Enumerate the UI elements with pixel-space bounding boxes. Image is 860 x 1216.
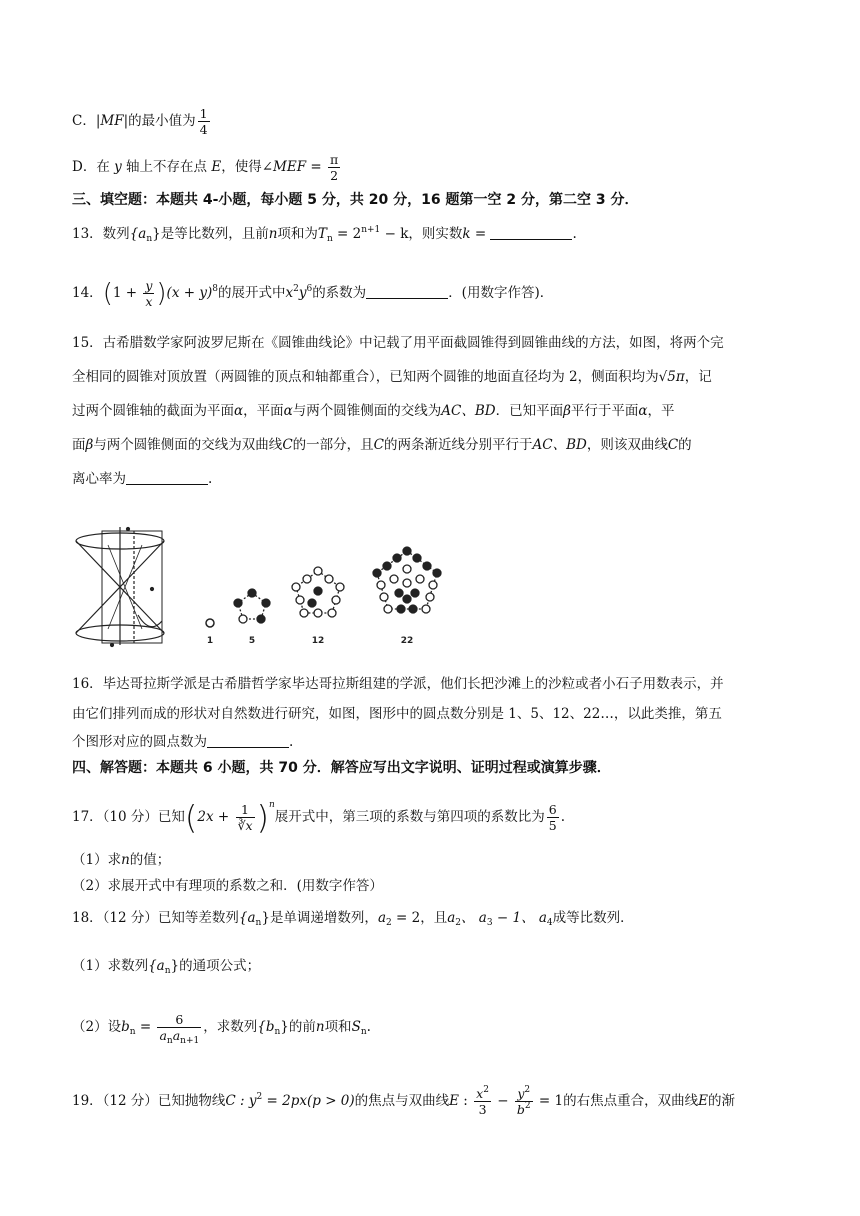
option-c: C．|MF|的最小值为 $\frac{1}{4}$: [72, 106, 208, 137]
fraction-y-over-x: $\frac{y}{x}$: [145, 278, 153, 309]
question-16-line3: 个图形对应的圆点数为 .: [72, 734, 294, 750]
answer-blank-16[interactable]: [207, 733, 289, 748]
question-17: 17．（10 分）已知(2x + $\frac{1}{∛x}$ )$^n$展开式中，第三项的系数与第四项的系数比为 $\frac{6}{5}$ .: [72, 798, 566, 837]
figure-label-1: 1: [206, 636, 214, 646]
figure-label-22: 22: [400, 636, 414, 646]
question-16-line1: 16．毕达哥拉斯学派是古希腊哲学家毕达哥拉斯组建的学派，他们长把沙滩上的沙粒或者小石子用数表示，并: [72, 676, 724, 692]
pentagonal-figure-22: [373, 547, 441, 613]
question-15: 15．古希腊数学家阿波罗尼斯在《圆锥曲线论》中记载了用平面截圆锥得到圆锥曲线的方法，如图，将两个完 全相同的圆锥对顶放置（两圆锥的顶点和轴都重合），已知两个圆锥的地面直径均为 2，侧面积均为√5π，记 过两个圆锥轴的截面为平面α，平面α与两个圆锥侧面的交线为AC、BD．已知平面β平行于平面α，平 面β与两个圆锥侧面的交线为双曲线C的一部分，且C的两条渐近线分别平行于AC、BD，则该双曲线C的 离心率为 .: [72, 335, 724, 487]
question-19: 19．（12 分）已知抛物线C : $y^2 = 2px(p > 0)$的焦点与双曲线E : $\frac{x^2}{3}$ − $\frac{y^2}{b^2}$ = 1的右焦点重合，双曲线E的渐: [72, 1085, 735, 1117]
figure-label-5: 5: [248, 636, 256, 646]
option-d: D．在 y 轴上不存在点 E，使得∠MEF = $\frac{\pi}{2}$: [72, 152, 339, 183]
section-3-heading: 三、填空题：本题共 4-小题，每小题 5 分，共 20 分，16 题第一空 2 分，第二空 3 分．: [72, 192, 639, 208]
answer-blank-13[interactable]: [490, 225, 572, 240]
question-16-line2: 由它们排列而成的形状对自然数进行研究，如图，图形中的圆点数分别是 1、5、12、22…，以此类推，第五: [72, 706, 722, 722]
pentagonal-figure-1: [206, 619, 214, 627]
figure-label-12: 12: [311, 636, 325, 646]
fraction-y2-over-b2: $\frac{y^2}{b^2}$: [516, 1085, 531, 1117]
question-17-part1: （1）求n的值；: [72, 852, 171, 868]
question-17-part2: （2）求展开式中有理项的系数之和．(用数字作答）: [72, 878, 383, 894]
question-18-part2: （2）设$b_n$ = $\frac{6}{a_na_{n+1}}$ ，求数列$\{b_n\}$的前n项和$S_n$.: [72, 1012, 371, 1046]
fraction-pi-half: $\frac{\pi}{2}$: [329, 152, 339, 183]
question-18-part1: （1）求数列$\{a_n\}$的通项公式；: [72, 958, 261, 976]
pentagonal-figure-5: [234, 589, 270, 623]
fraction-six-fifths: $\frac{6}{5}$: [548, 802, 557, 833]
question-13: 13．数列$\{a_n\}$是等比数列，且前n项和为$T_n = 2^{n+1} - k$，则实数k = .: [72, 225, 577, 244]
answer-blank-15[interactable]: [126, 470, 208, 485]
fraction-one-over-cuberoot-x: $\frac{1}{∛x}$: [237, 802, 253, 833]
pentagonal-figure-12: [292, 567, 344, 617]
fraction-six-over-anan1: $\frac{6}{a_na_{n+1}}$: [159, 1012, 200, 1046]
answer-blank-14[interactable]: [366, 284, 448, 299]
question-18: 18．（12 分）已知等差数列$\{a_n\}$是单调递增数列，$a_2 = 2$，且$a_2$、 $a_3 - 1$、 $a_4$成等比数列．: [72, 910, 634, 928]
section-4-heading: 四、解答题：本题共 6 小题，共 70 分．解答应写出文字说明、证明过程或演算步骤．: [72, 760, 611, 776]
fraction-x2-over-3: $\frac{x^2}{3}$: [476, 1085, 489, 1117]
figure-cones-and-pentagonal-numbers: [72, 525, 452, 653]
double-cone-figure: [76, 527, 164, 647]
fraction-one-quarter: $\frac{1}{4}$: [199, 106, 208, 137]
question-14: 14．(1 + $\frac{y}{x}$ )$(x + y)^8$的展开式中$x^2y^6$的系数为 ．(用数字作答)．: [72, 278, 554, 309]
